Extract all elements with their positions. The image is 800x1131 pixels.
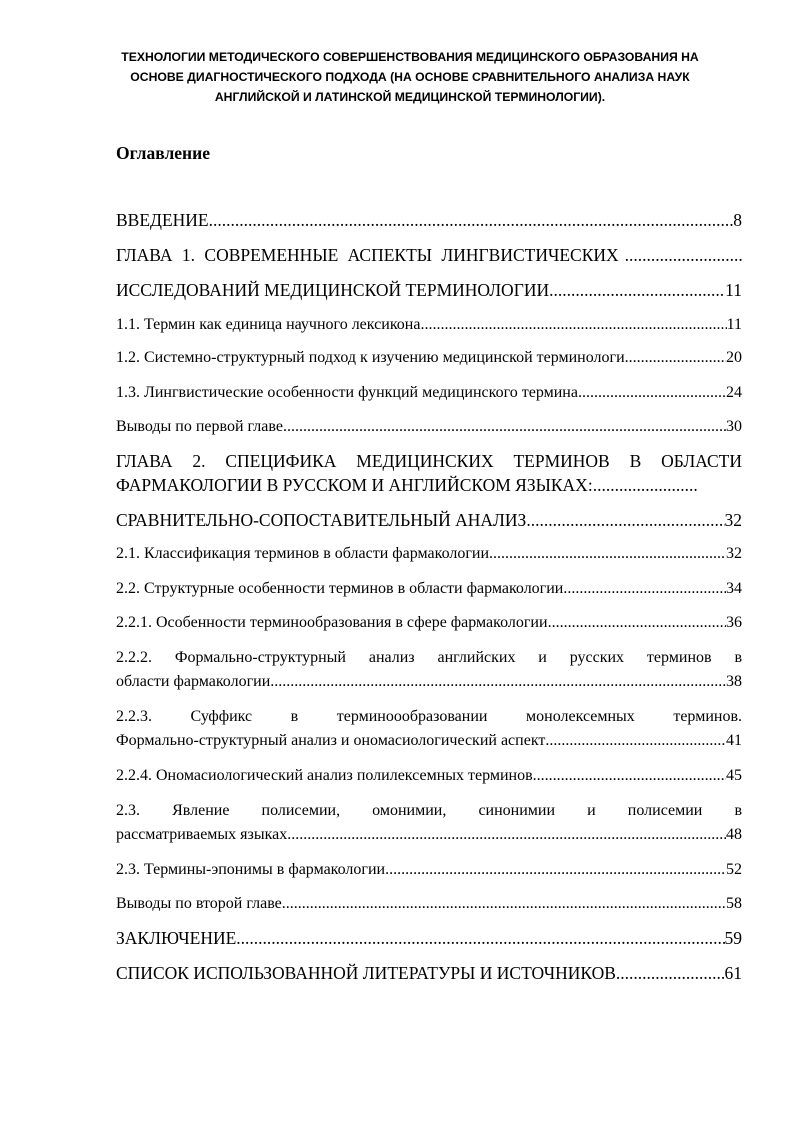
toc-entry-text: ВВЕДЕНИЕ bbox=[116, 210, 209, 230]
toc-entry-text: 2.2.1. Особенности терминообразования в сфере фармакологии bbox=[116, 614, 548, 631]
toc-entry-text: 2.3. Явление полисемии, омонимии, синонимии и полисемии в bbox=[116, 802, 742, 819]
dot-leader bbox=[549, 278, 725, 302]
toc-entry-2-3-eponyms bbox=[116, 858, 742, 882]
toc-entry-text: 1.3. Лингвистические особенности функций медицинского термина bbox=[116, 384, 578, 401]
toc-entry-chapter-1-cont bbox=[116, 278, 742, 302]
toc-entry-1-1 bbox=[116, 313, 742, 337]
toc-entry-2-2-2 bbox=[116, 646, 742, 694]
toc-page-number: 58 bbox=[726, 895, 742, 912]
dot-leader bbox=[545, 729, 726, 753]
toc-entry-intro bbox=[116, 208, 742, 232]
title-line: ОСНОВЕ ДИАГНОСТИЧЕСКОГО ПОДХОДА (НА ОСНОВЕ СРАВНИТЕЛЬНОГО АНАЛИЗА НАУК bbox=[130, 70, 690, 84]
toc-entry-text: 1.2. Системно-структурный подход к изучению медицинской терминологи. bbox=[116, 349, 629, 366]
dot-leader bbox=[526, 508, 724, 532]
toc-page-number: 45 bbox=[726, 767, 742, 784]
title-line: АНГЛИЙСКОЙ И ЛАТИНСКОЙ МЕДИЦИНСКОЙ ТЕРМИНОЛОГИИ). bbox=[214, 90, 606, 104]
toc-entry-text: 2.2.4. Ономасиологический анализ полилексемных терминов bbox=[116, 767, 533, 784]
dot-leader bbox=[287, 823, 726, 847]
toc-entry-text: ИССЛЕДОВАНИЙ МЕДИЦИНСКОЙ ТЕРМИНОЛОГИИ bbox=[116, 280, 550, 300]
toc-entry-text: ЗАКЛЮЧЕНИЕ bbox=[116, 928, 237, 948]
dot-leader bbox=[236, 926, 724, 950]
toc-page-number: 38 bbox=[726, 673, 742, 690]
toc-page-number: 59 bbox=[724, 928, 742, 948]
dot-leader bbox=[385, 858, 726, 882]
toc-entry-chapter-1 bbox=[116, 243, 742, 267]
dot-leader bbox=[420, 313, 726, 337]
dot-leader bbox=[270, 670, 726, 694]
toc-entry-2-1 bbox=[116, 542, 742, 566]
dot-leader bbox=[533, 764, 726, 788]
toc-entry-text: СРАВНИТЕЛЬНО-СОПОСТАВИТЕЛЬНЫЙ АНАЛИЗ bbox=[116, 510, 527, 530]
toc-entry-text: Выводы по первой главе bbox=[116, 418, 283, 435]
toc-entry-text: Выводы по второй главе bbox=[116, 895, 282, 912]
dot-leader bbox=[283, 415, 726, 439]
toc-entry-text: рассматриваемых языках bbox=[116, 826, 288, 843]
toc-entry-2-2-1 bbox=[116, 611, 742, 635]
toc-page-number: 52 bbox=[726, 861, 742, 878]
toc-entry-text: 2.2. Структурные особенности терминов в области фармакологии bbox=[116, 580, 564, 597]
dot-leader bbox=[548, 611, 726, 635]
toc-page-number: 32 bbox=[726, 545, 742, 562]
toc-heading: Оглавление bbox=[116, 143, 210, 163]
document-title bbox=[100, 47, 720, 107]
toc-entry-conclusions-1 bbox=[116, 415, 742, 439]
toc-entry-chapter-2 bbox=[116, 449, 742, 497]
toc-page-number: 34 bbox=[726, 580, 742, 597]
toc-entry-text: СПИСОК ИСПОЛЬЗОВАННОЙ ЛИТЕРАТУРЫ И ИСТОЧНИКОВ bbox=[116, 963, 616, 983]
toc-page-number: 11 bbox=[726, 316, 742, 333]
toc-entry-text: ГЛАВА 1. СОВРЕМЕННЫЕ АСПЕКТЫ ЛИНГВИСТИЧЕСКИХ bbox=[116, 245, 619, 265]
dot-leader bbox=[209, 208, 734, 232]
toc-entry-text: 1.1. Термин как единица научного лексикона bbox=[116, 316, 421, 333]
toc-entry-text: 2.2.2. Формально-структурный анализ английских и русских терминов в bbox=[116, 649, 742, 666]
toc-page-number: 41 bbox=[726, 732, 742, 749]
toc-page-number: 30 bbox=[726, 418, 742, 435]
toc-entry-text: Формально-структурный анализ и ономасиологический аспект bbox=[116, 732, 546, 749]
dot-leader bbox=[629, 346, 726, 370]
toc-entry-chapter-2-cont bbox=[116, 508, 742, 532]
dot-leader bbox=[489, 542, 726, 566]
toc-entry-conclusion bbox=[116, 926, 742, 950]
toc-entry-2-3-polysemy bbox=[116, 799, 742, 847]
dot-leader bbox=[593, 473, 698, 497]
toc-entry-2-2-3 bbox=[116, 705, 742, 753]
dot-leader bbox=[563, 577, 726, 601]
toc-entry-text: 2.1. Классификация терминов в области фармакологии bbox=[116, 545, 490, 562]
toc-entry-text: ФАРМАКОЛОГИИ В РУССКОМ И АНГЛИЙСКОМ ЯЗЫКАХ: bbox=[116, 475, 593, 495]
toc-page-number: 48 bbox=[726, 826, 742, 843]
title-line: ТЕХНОЛОГИИ МЕТОДИЧЕСКОГО СОВЕРШЕНСТВОВАНИЯ МЕДИЦИНСКОГО ОБРАЗОВАНИЯ НА bbox=[121, 50, 699, 64]
toc-page-number: 36 bbox=[726, 614, 742, 631]
toc-entry-2-2 bbox=[116, 577, 742, 601]
toc-page-number: 8 bbox=[733, 210, 742, 230]
toc-entry-text: области фармакологии bbox=[116, 673, 271, 690]
toc-page-number: 11 bbox=[725, 280, 742, 300]
toc-page-number: 24 bbox=[726, 384, 742, 401]
toc-entry-text: 2.3. Термины-эпонимы в фармакологии bbox=[116, 861, 386, 878]
toc-entry-1-2 bbox=[116, 346, 742, 370]
dot-leader bbox=[616, 961, 725, 985]
dot-leader bbox=[282, 892, 726, 916]
toc-entry-conclusions-2 bbox=[116, 892, 742, 916]
toc-page-number: 61 bbox=[724, 963, 742, 983]
dot-leader bbox=[578, 381, 726, 405]
toc-page-number: 20 bbox=[726, 349, 742, 366]
toc-entry-1-3 bbox=[116, 381, 742, 405]
toc-entry-references bbox=[116, 961, 742, 985]
dot-leader bbox=[625, 243, 742, 267]
toc-entry-text: 2.2.3. Суффикс в терминоообразовании монолексемных терминов. bbox=[116, 708, 742, 725]
toc-entry-text: ГЛАВА 2. СПЕЦИФИКА МЕДИЦИНСКИХ ТЕРМИНОВ В ОБЛАСТИ bbox=[116, 451, 742, 471]
toc-entry-2-2-4 bbox=[116, 764, 742, 788]
toc-page-number: 32 bbox=[724, 510, 742, 530]
